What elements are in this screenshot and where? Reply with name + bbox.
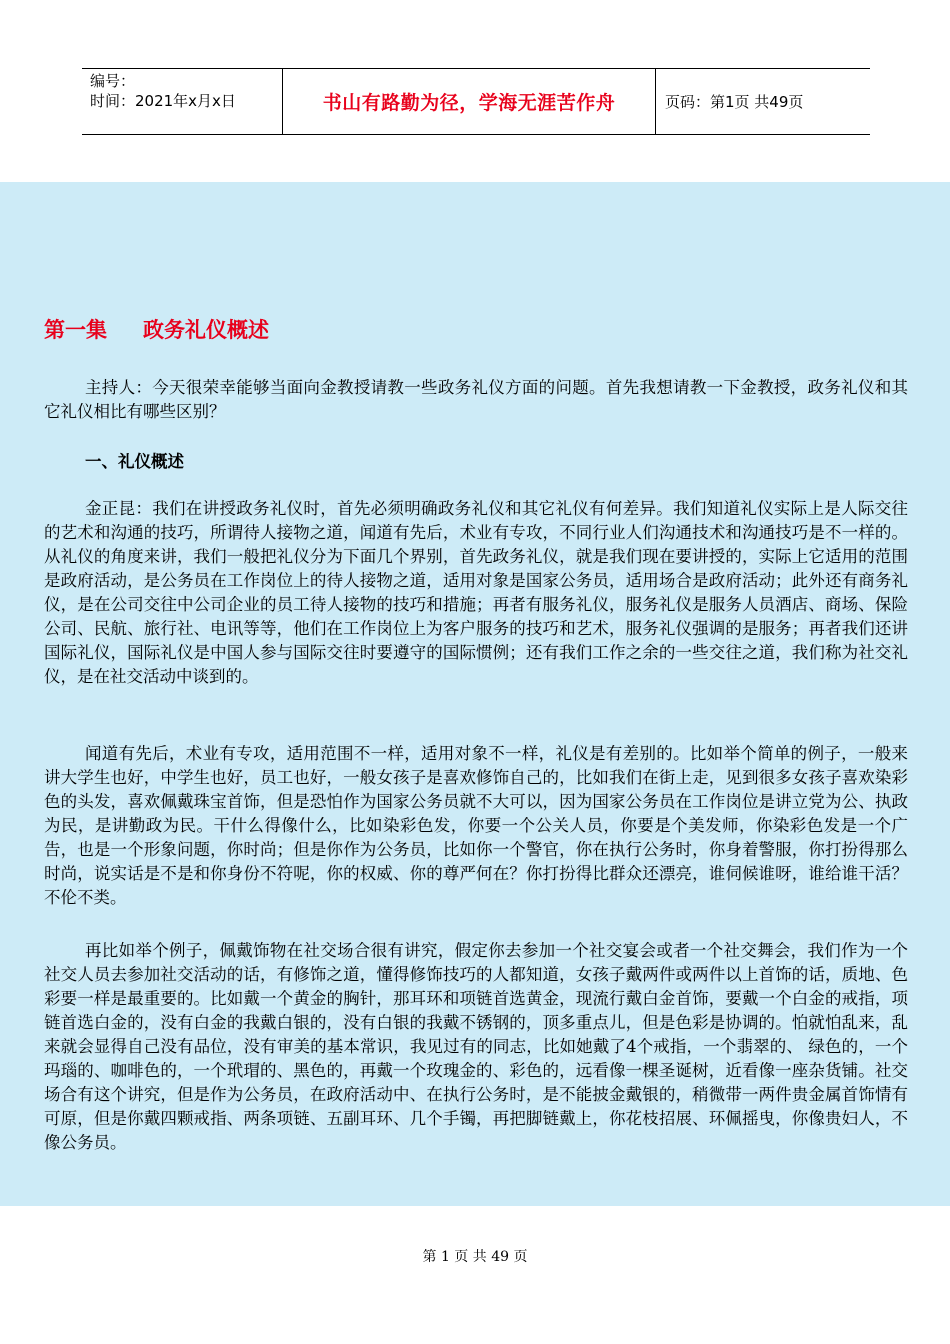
paragraph-accessories: 再比如举个例子，佩戴饰物在社交场合很有讲究，假定你去参加一个社交宴会或者一个社交舞会，我们作为一个社交人员去参加社交活动的话，有修饰之道，懂得修饰技巧的人都知道，女孩子戴两件或两件以上首饰的话，质地、色彩要一样是最重要的。比如戴一个黄金的胸针，那耳环和项链首选黄金，现流行戴白金首饰，要戴一个白金的戒指，项链首选白金的，没有白金的我戴白银的，没有白银的我戴不锈钢的，顶多重点儿，但是色彩是协调的。怕就怕乱来，乱来就会显得自己没有品位，没有审美的基本常识，我见过有的同志，比如她戴了4个戒指，一个翡翠的、 绿色的，一个玛瑙的、咖啡色的，一个玳瑁的、黑色的，再戴一个玫瑰金的、彩色的，远看像一棵圣诞树，近看像一座杂货铺。社交场合有这个讲究，但是作为公务员，在政府活动中、在执行公务时，是不能披金戴银的，稍微带一两件贵金属首饰情有可原，但是你戴四颗戒指、两条项链、五副耳环、几个手镯，再把脚链戴上，你花枝招展、环佩摇曳，你像贵妇人，不像公务员。	[44, 941, 908, 1152]
paragraph-etiquette-categories: 金正昆：我们在讲授政务礼仪时，首先必须明确政务礼仪和其它礼仪有何差异。我们知道礼仪实际上是人际交往的艺术和沟通的技巧，所谓待人接物之道，闻道有先后，术业有专攻，不同行业人们沟通技术和沟通技巧是不一样的。从礼仪的角度来讲，我们一般把礼仪分为下面几个界别，首先政务礼仪，就是我们现在要讲授的，实际上它适用的范围是政府活动，是公务员在工作岗位上的待人接物之道，适用对象是国家公务员，适用场合是政府活动；此外还有商务礼仪，是在公司交往中公司企业的员工待人接物的技巧和措施；再者有服务礼仪，服务礼仪是服务人员酒店、商场、保险公司、民航、旅行社、电讯等等，他们在工作岗位上为客户服务的技巧和艺术，服务礼仪强调的是服务；再者我们还讲国际礼仪，国际礼仪是中国人参与国际交往时要遵守的国际惯例；还有我们工作之余的一些交往之道，我们称为社交礼仪，是在社交活动中谈到的。	[44, 499, 908, 686]
header-table	[82, 68, 870, 135]
header-page-info: 页码：第1页 共49页	[665, 93, 804, 111]
header-motto-cell	[282, 69, 656, 134]
chapter-number: 第一集	[44, 318, 107, 342]
page-footer: 第 1 页 共 49 页	[422, 1249, 528, 1265]
chapter-title	[44, 316, 269, 344]
document-time-label: 时间：2021年x月x日	[90, 92, 236, 110]
paragraph-differences: 闻道有先后，术业有专攻，适用范围不一样，适用对象不一样，礼仪是有差别的。比如举个简单的例子，一般来讲大学生也好，中学生也好，员工也好，一般女孩子是喜欢修饰自己的，比如我们在街上走，见到很多女孩子喜欢染彩色的头发，喜欢佩戴珠宝首饰，但是恐怕作为国家公务员就不大可以，因为国家公务员在工作岗位是讲立党为公、执政为民，是讲勤政为民。干什么得像什么，比如染彩色发，你要一个公关人员，你要是个美发师，你染彩色发是一个广告，也是一个形象问题，你时尚；但是你作为公务员，比如你一个警官，你在执行公务时，你身着警服，你打扮得那么时尚，说实话是不是和你身份不符呢，你的权威、你的尊严何在？你打扮得比群众还漂亮，谁伺候谁呀，谁给谁干活？不伦不类。	[44, 744, 908, 907]
paragraph-host-question: 主持人：今天很荣幸能够当面向金教授请教一些政务礼仪方面的问题。首先我想请教一下金教授，政务礼仪和其它礼仪相比有哪些区别？	[44, 378, 908, 421]
document-number-label: 编号：	[90, 72, 136, 90]
document-content	[0, 182, 950, 1206]
header-meta-cell	[82, 69, 282, 134]
header-page-cell	[656, 69, 870, 134]
chapter-name: 政务礼仪概述	[143, 318, 269, 342]
section-heading: 一、礼仪概述	[85, 452, 184, 471]
header-motto: 书山有路勤为径，学海无涯苦作舟	[322, 92, 616, 114]
